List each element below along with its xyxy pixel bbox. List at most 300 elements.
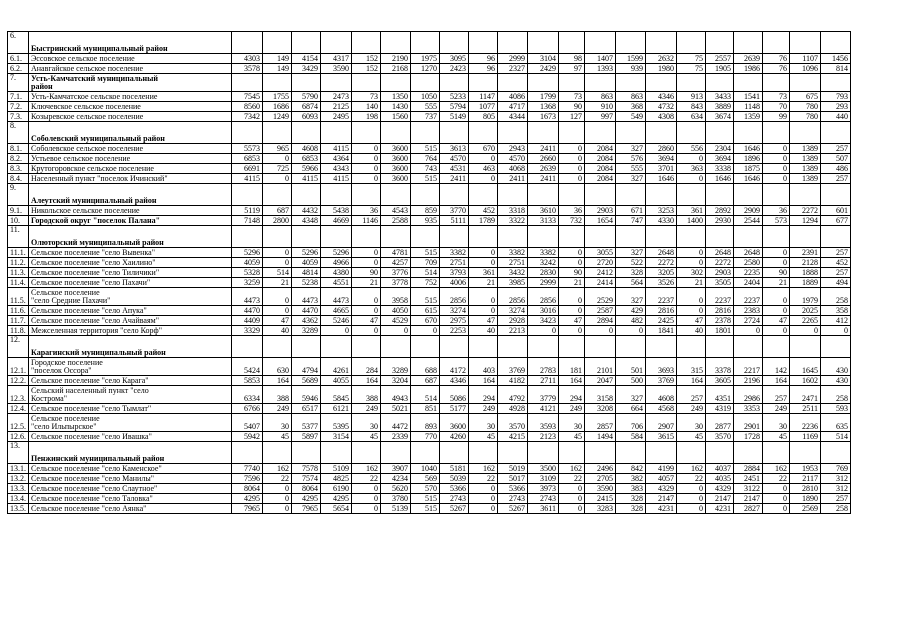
value-cell: 3793: [440, 268, 469, 278]
value-cell: 0: [528, 326, 559, 336]
value-cell: 3154: [321, 432, 352, 442]
value-cell: 5689: [292, 376, 321, 386]
value-cell: 500: [616, 376, 646, 386]
value-cell: [232, 184, 263, 206]
value-cell: 463: [469, 164, 498, 174]
value-cell: 913: [677, 92, 706, 102]
value-cell: [734, 184, 763, 206]
value-cell: 1359: [734, 112, 763, 122]
table-row: [8, 112, 851, 122]
value-cell: [677, 122, 706, 144]
value-cell: [440, 226, 469, 248]
value-cell: 327: [616, 144, 646, 154]
value-cell: 1646: [734, 144, 763, 154]
value-cell: 501: [616, 358, 646, 376]
value-cell: [585, 122, 616, 144]
value-cell: [585, 74, 616, 92]
value-cell: 5233: [440, 92, 469, 102]
value-cell: 0: [763, 174, 790, 184]
value-cell: [498, 32, 528, 54]
value-cell: [821, 122, 851, 144]
value-cell: 3674: [706, 112, 734, 122]
value-cell: 3776: [381, 268, 411, 278]
value-cell: 2877: [706, 414, 734, 432]
value-cell: 2810: [790, 484, 821, 494]
value-cell: 3590: [585, 484, 616, 494]
section-title-cell: Соболевский муниципальный район: [29, 122, 232, 144]
value-cell: 2265: [790, 316, 821, 326]
value-cell: 3600: [440, 414, 469, 432]
table-row: [8, 316, 851, 326]
value-cell: 3769: [646, 376, 677, 386]
value-cell: 3205: [646, 268, 677, 278]
value-cell: 2856: [498, 288, 528, 306]
value-cell: 2724: [734, 316, 763, 326]
value-cell: 3204: [381, 376, 411, 386]
value-cell: 3505: [706, 278, 734, 288]
value-cell: [352, 74, 381, 92]
value-cell: 403: [469, 358, 498, 376]
value-cell: 2648: [646, 248, 677, 258]
value-cell: 6121: [321, 404, 352, 414]
value-cell: 6853: [232, 154, 263, 164]
value-cell: 2025: [790, 306, 821, 316]
value-cell: 725: [263, 164, 292, 174]
value-cell: 4295: [321, 494, 352, 504]
value-cell: 2235: [734, 268, 763, 278]
row-number-cell: 11.4.: [8, 278, 29, 288]
value-cell: 0: [352, 164, 381, 174]
value-cell: 863: [616, 92, 646, 102]
value-cell: 6853: [292, 154, 321, 164]
value-cell: 2429: [528, 64, 559, 74]
table-row: [8, 92, 851, 102]
value-cell: 4473: [232, 288, 263, 306]
value-cell: 2411: [528, 174, 559, 184]
value-cell: 2213: [498, 326, 528, 336]
value-cell: 0: [321, 326, 352, 336]
value-cell: 258: [821, 504, 851, 514]
value-cell: 5790: [292, 92, 321, 102]
value-cell: 40: [469, 326, 498, 336]
value-cell: 2999: [498, 54, 528, 64]
value-cell: 2894: [585, 316, 616, 326]
value-cell: 555: [616, 164, 646, 174]
value-cell: 747: [616, 216, 646, 226]
value-cell: [232, 74, 263, 92]
value-cell: [498, 442, 528, 464]
value-cell: 45: [559, 432, 585, 442]
row-number-cell: 11.1.: [8, 248, 29, 258]
value-cell: 4172: [440, 358, 469, 376]
value-cell: 2415: [585, 494, 616, 504]
value-cell: [263, 336, 292, 358]
value-cell: 1888: [790, 268, 821, 278]
value-cell: 22: [677, 474, 706, 484]
value-cell: 0: [559, 258, 585, 268]
value-cell: [352, 184, 381, 206]
value-cell: 3593: [528, 414, 559, 432]
value-cell: 2975: [440, 316, 469, 326]
value-cell: 1673: [528, 112, 559, 122]
value-cell: 3889: [706, 102, 734, 112]
value-cell: [763, 226, 790, 248]
value-cell: [440, 442, 469, 464]
value-cell: [263, 32, 292, 54]
value-cell: 3973: [528, 484, 559, 494]
value-cell: 21: [677, 278, 706, 288]
value-cell: 2412: [585, 268, 616, 278]
value-cell: 1350: [381, 92, 411, 102]
value-cell: [528, 32, 559, 54]
value-cell: [263, 226, 292, 248]
value-cell: 3158: [585, 386, 616, 404]
value-cell: 1249: [263, 112, 292, 122]
value-cell: 670: [469, 144, 498, 154]
value-cell: [528, 184, 559, 206]
value-cell: [498, 122, 528, 144]
value-cell: 76: [763, 54, 790, 64]
value-cell: 2943: [498, 144, 528, 154]
value-cell: 98: [559, 54, 585, 64]
value-cell: 312: [821, 484, 851, 494]
value-cell: 452: [821, 258, 851, 268]
settlement-name-cell: Сельское поселение "село Средние Пахачи": [29, 288, 232, 306]
value-cell: 564: [616, 278, 646, 288]
value-cell: 328: [616, 268, 646, 278]
value-cell: 1096: [790, 64, 821, 74]
value-cell: 198: [352, 112, 381, 122]
value-cell: 30: [763, 414, 790, 432]
value-cell: 3526: [646, 278, 677, 288]
value-cell: 5328: [232, 268, 263, 278]
value-cell: [321, 184, 352, 206]
value-cell: 0: [585, 326, 616, 336]
value-cell: 3382: [440, 248, 469, 258]
value-cell: 2901: [734, 414, 763, 432]
settlement-name-cell: Сельское поселение "село Слаутное": [29, 484, 232, 494]
value-cell: [790, 226, 821, 248]
value-cell: 5086: [440, 386, 469, 404]
value-cell: [469, 184, 498, 206]
value-cell: [706, 336, 734, 358]
value-cell: 1400: [677, 216, 706, 226]
section-title-cell: Олюторский муниципальный район: [29, 226, 232, 248]
value-cell: [411, 226, 440, 248]
value-cell: 2496: [585, 464, 616, 474]
value-cell: 0: [352, 494, 381, 504]
value-cell: [646, 226, 677, 248]
value-cell: [292, 442, 321, 464]
value-cell: 2471: [790, 386, 821, 404]
value-cell: 140: [352, 102, 381, 112]
value-cell: 2047: [585, 376, 616, 386]
value-cell: 3423: [528, 316, 559, 326]
value-cell: [677, 74, 706, 92]
value-cell: 7965: [292, 504, 321, 514]
value-cell: 1980: [646, 64, 677, 74]
row-number-cell: 8.: [8, 122, 29, 144]
value-cell: 2884: [734, 464, 763, 474]
value-cell: 47: [677, 316, 706, 326]
value-cell: 4199: [646, 464, 677, 474]
value-cell: 5111: [440, 216, 469, 226]
value-cell: 570: [411, 484, 440, 494]
row-number-cell: 11.6.: [8, 306, 29, 316]
value-cell: 3382: [498, 248, 528, 258]
value-cell: 164: [677, 376, 706, 386]
row-number-cell: 8.4.: [8, 174, 29, 184]
value-cell: 4059: [232, 258, 263, 268]
value-cell: 327: [616, 248, 646, 258]
value-cell: 2783: [528, 358, 559, 376]
value-cell: 1889: [790, 278, 821, 288]
value-cell: 249: [469, 404, 498, 414]
value-cell: 3770: [440, 206, 469, 216]
section-header-row: [8, 336, 851, 358]
value-cell: 47: [469, 316, 498, 326]
value-cell: 0: [469, 484, 498, 494]
value-cell: 863: [585, 92, 616, 102]
section-header-row: [8, 122, 851, 144]
value-cell: [381, 336, 411, 358]
value-cell: 0: [821, 326, 851, 336]
value-cell: 3016: [528, 306, 559, 316]
settlement-name-cell: Межселенная территория "село Корф": [29, 326, 232, 336]
value-cell: 47: [263, 316, 292, 326]
value-cell: 4409: [232, 316, 263, 326]
value-cell: 3958: [381, 288, 411, 306]
value-cell: [763, 122, 790, 144]
value-cell: 0: [352, 326, 381, 336]
value-cell: 842: [616, 464, 646, 474]
settlement-name-cell: Ключевское сельское поселение: [29, 102, 232, 112]
value-cell: [677, 442, 706, 464]
value-cell: [528, 442, 559, 464]
value-cell: 3605: [706, 376, 734, 386]
value-cell: 1896: [734, 154, 763, 164]
value-cell: 4473: [321, 288, 352, 306]
value-cell: 3615: [646, 432, 677, 442]
value-cell: [321, 336, 352, 358]
value-cell: 21: [352, 278, 381, 288]
table-row: [8, 358, 851, 376]
value-cell: 2743: [498, 494, 528, 504]
value-cell: 0: [263, 306, 292, 316]
value-cell: 2411: [440, 174, 469, 184]
value-cell: 429: [616, 306, 646, 316]
value-cell: 0: [469, 494, 498, 504]
settlement-name-cell: Сельское поселение "село Ачайваям": [29, 316, 232, 326]
value-cell: 3694: [706, 154, 734, 164]
value-cell: 4665: [321, 306, 352, 316]
value-cell: 5246: [321, 316, 352, 326]
table-row: [8, 258, 851, 268]
value-cell: 0: [263, 288, 292, 306]
value-cell: 4943: [381, 386, 411, 404]
value-cell: 2101: [585, 358, 616, 376]
value-cell: [292, 184, 321, 206]
value-cell: [381, 442, 411, 464]
value-cell: [381, 184, 411, 206]
table-row: [8, 464, 851, 474]
value-cell: 549: [616, 112, 646, 122]
value-cell: 0: [763, 248, 790, 258]
value-cell: 45: [263, 432, 292, 442]
value-cell: [790, 184, 821, 206]
table-row: [8, 278, 851, 288]
value-cell: 4295: [232, 494, 263, 504]
value-cell: 3253: [646, 206, 677, 216]
value-cell: 0: [677, 484, 706, 494]
value-cell: 2411: [498, 174, 528, 184]
value-cell: 2272: [706, 258, 734, 268]
value-cell: [440, 32, 469, 54]
value-cell: 2147: [706, 494, 734, 504]
value-cell: 30: [677, 414, 706, 432]
value-cell: 3274: [440, 306, 469, 316]
table-row: [8, 154, 851, 164]
value-cell: 4669: [321, 216, 352, 226]
value-cell: 5177: [440, 404, 469, 414]
value-cell: 5853: [232, 376, 263, 386]
value-cell: 0: [263, 154, 292, 164]
value-cell: 8064: [232, 484, 263, 494]
value-cell: 3208: [585, 404, 616, 414]
value-cell: 0: [763, 494, 790, 504]
value-cell: 515: [411, 174, 440, 184]
value-cell: 514: [821, 432, 851, 442]
value-cell: 162: [763, 464, 790, 474]
value-cell: 284: [352, 358, 381, 376]
value-cell: 482: [616, 316, 646, 326]
value-cell: 5942: [232, 432, 263, 442]
value-cell: 4068: [498, 164, 528, 174]
table-row: [8, 484, 851, 494]
value-cell: 2123: [528, 432, 559, 442]
value-cell: 162: [263, 464, 292, 474]
value-cell: 514: [263, 268, 292, 278]
value-cell: 97: [559, 64, 585, 74]
value-cell: 752: [411, 278, 440, 288]
value-cell: [528, 226, 559, 248]
value-cell: 90: [559, 102, 585, 112]
value-cell: 514: [411, 268, 440, 278]
value-cell: 2495: [321, 112, 352, 122]
settlement-name-cell: Сельское поселение "село Хаилино": [29, 258, 232, 268]
value-cell: 593: [821, 404, 851, 414]
table-row: [8, 306, 851, 316]
value-cell: 555: [411, 102, 440, 112]
value-cell: 5897: [292, 432, 321, 442]
value-cell: 22: [263, 474, 292, 484]
row-number-cell: 6.: [8, 32, 29, 54]
value-cell: 3600: [381, 174, 411, 184]
value-cell: [734, 32, 763, 54]
table-row: [8, 216, 851, 226]
value-cell: 0: [763, 288, 790, 306]
value-cell: 4182: [498, 376, 528, 386]
section-header-row: [8, 442, 851, 464]
value-cell: 4037: [706, 464, 734, 474]
value-cell: 4303: [232, 54, 263, 64]
value-cell: 2928: [498, 316, 528, 326]
value-cell: 0: [352, 258, 381, 268]
row-number-cell: 12.: [8, 336, 29, 358]
value-cell: 1986: [734, 64, 763, 74]
row-number-cell: 7.: [8, 74, 29, 92]
value-cell: [790, 122, 821, 144]
value-cell: [677, 32, 706, 54]
value-cell: 4234: [381, 474, 411, 484]
value-cell: 5573: [232, 144, 263, 154]
value-cell: [469, 226, 498, 248]
settlement-name-cell: Сельское поселение "село Манилы": [29, 474, 232, 484]
value-cell: 997: [585, 112, 616, 122]
value-cell: 4057: [646, 474, 677, 484]
value-cell: 1599: [616, 54, 646, 64]
value-cell: 1050: [411, 92, 440, 102]
value-cell: 249: [677, 404, 706, 414]
value-cell: 2800: [263, 216, 292, 226]
value-cell: 910: [585, 102, 616, 112]
value-cell: 0: [763, 484, 790, 494]
value-cell: 302: [677, 268, 706, 278]
value-cell: 2639: [528, 164, 559, 174]
value-cell: [559, 184, 585, 206]
value-cell: 1040: [411, 464, 440, 474]
value-cell: 1270: [411, 64, 440, 74]
value-cell: [706, 184, 734, 206]
value-cell: 2856: [440, 288, 469, 306]
value-cell: 249: [352, 404, 381, 414]
value-cell: [292, 74, 321, 92]
value-cell: 1389: [790, 144, 821, 154]
value-cell: 515: [411, 248, 440, 258]
value-cell: 0: [763, 164, 790, 174]
row-number-cell: 8.1.: [8, 144, 29, 154]
value-cell: 2414: [585, 278, 616, 288]
value-cell: 515: [411, 494, 440, 504]
value-cell: 5267: [498, 504, 528, 514]
value-cell: 0: [790, 326, 821, 336]
value-cell: 0: [559, 164, 585, 174]
value-cell: 2588: [381, 216, 411, 226]
row-number-cell: 9.: [8, 184, 29, 206]
value-cell: 327: [616, 386, 646, 404]
value-cell: 40: [263, 326, 292, 336]
value-cell: 45: [469, 432, 498, 442]
value-cell: [469, 32, 498, 54]
value-cell: 5238: [292, 278, 321, 288]
value-cell: 2557: [706, 54, 734, 64]
value-cell: 1686: [263, 102, 292, 112]
row-number-cell: 12.4.: [8, 404, 29, 414]
value-cell: 3382: [528, 248, 559, 258]
value-cell: 149: [263, 54, 292, 64]
value-cell: 2660: [528, 154, 559, 164]
value-cell: 21: [263, 278, 292, 288]
value-cell: [821, 32, 851, 54]
value-cell: 45: [352, 432, 381, 442]
value-cell: [440, 74, 469, 92]
value-cell: [646, 122, 677, 144]
value-cell: [616, 32, 646, 54]
value-cell: 2391: [790, 248, 821, 258]
row-number-cell: 10.: [8, 216, 29, 226]
value-cell: 2529: [585, 288, 616, 306]
value-cell: 0: [381, 326, 411, 336]
